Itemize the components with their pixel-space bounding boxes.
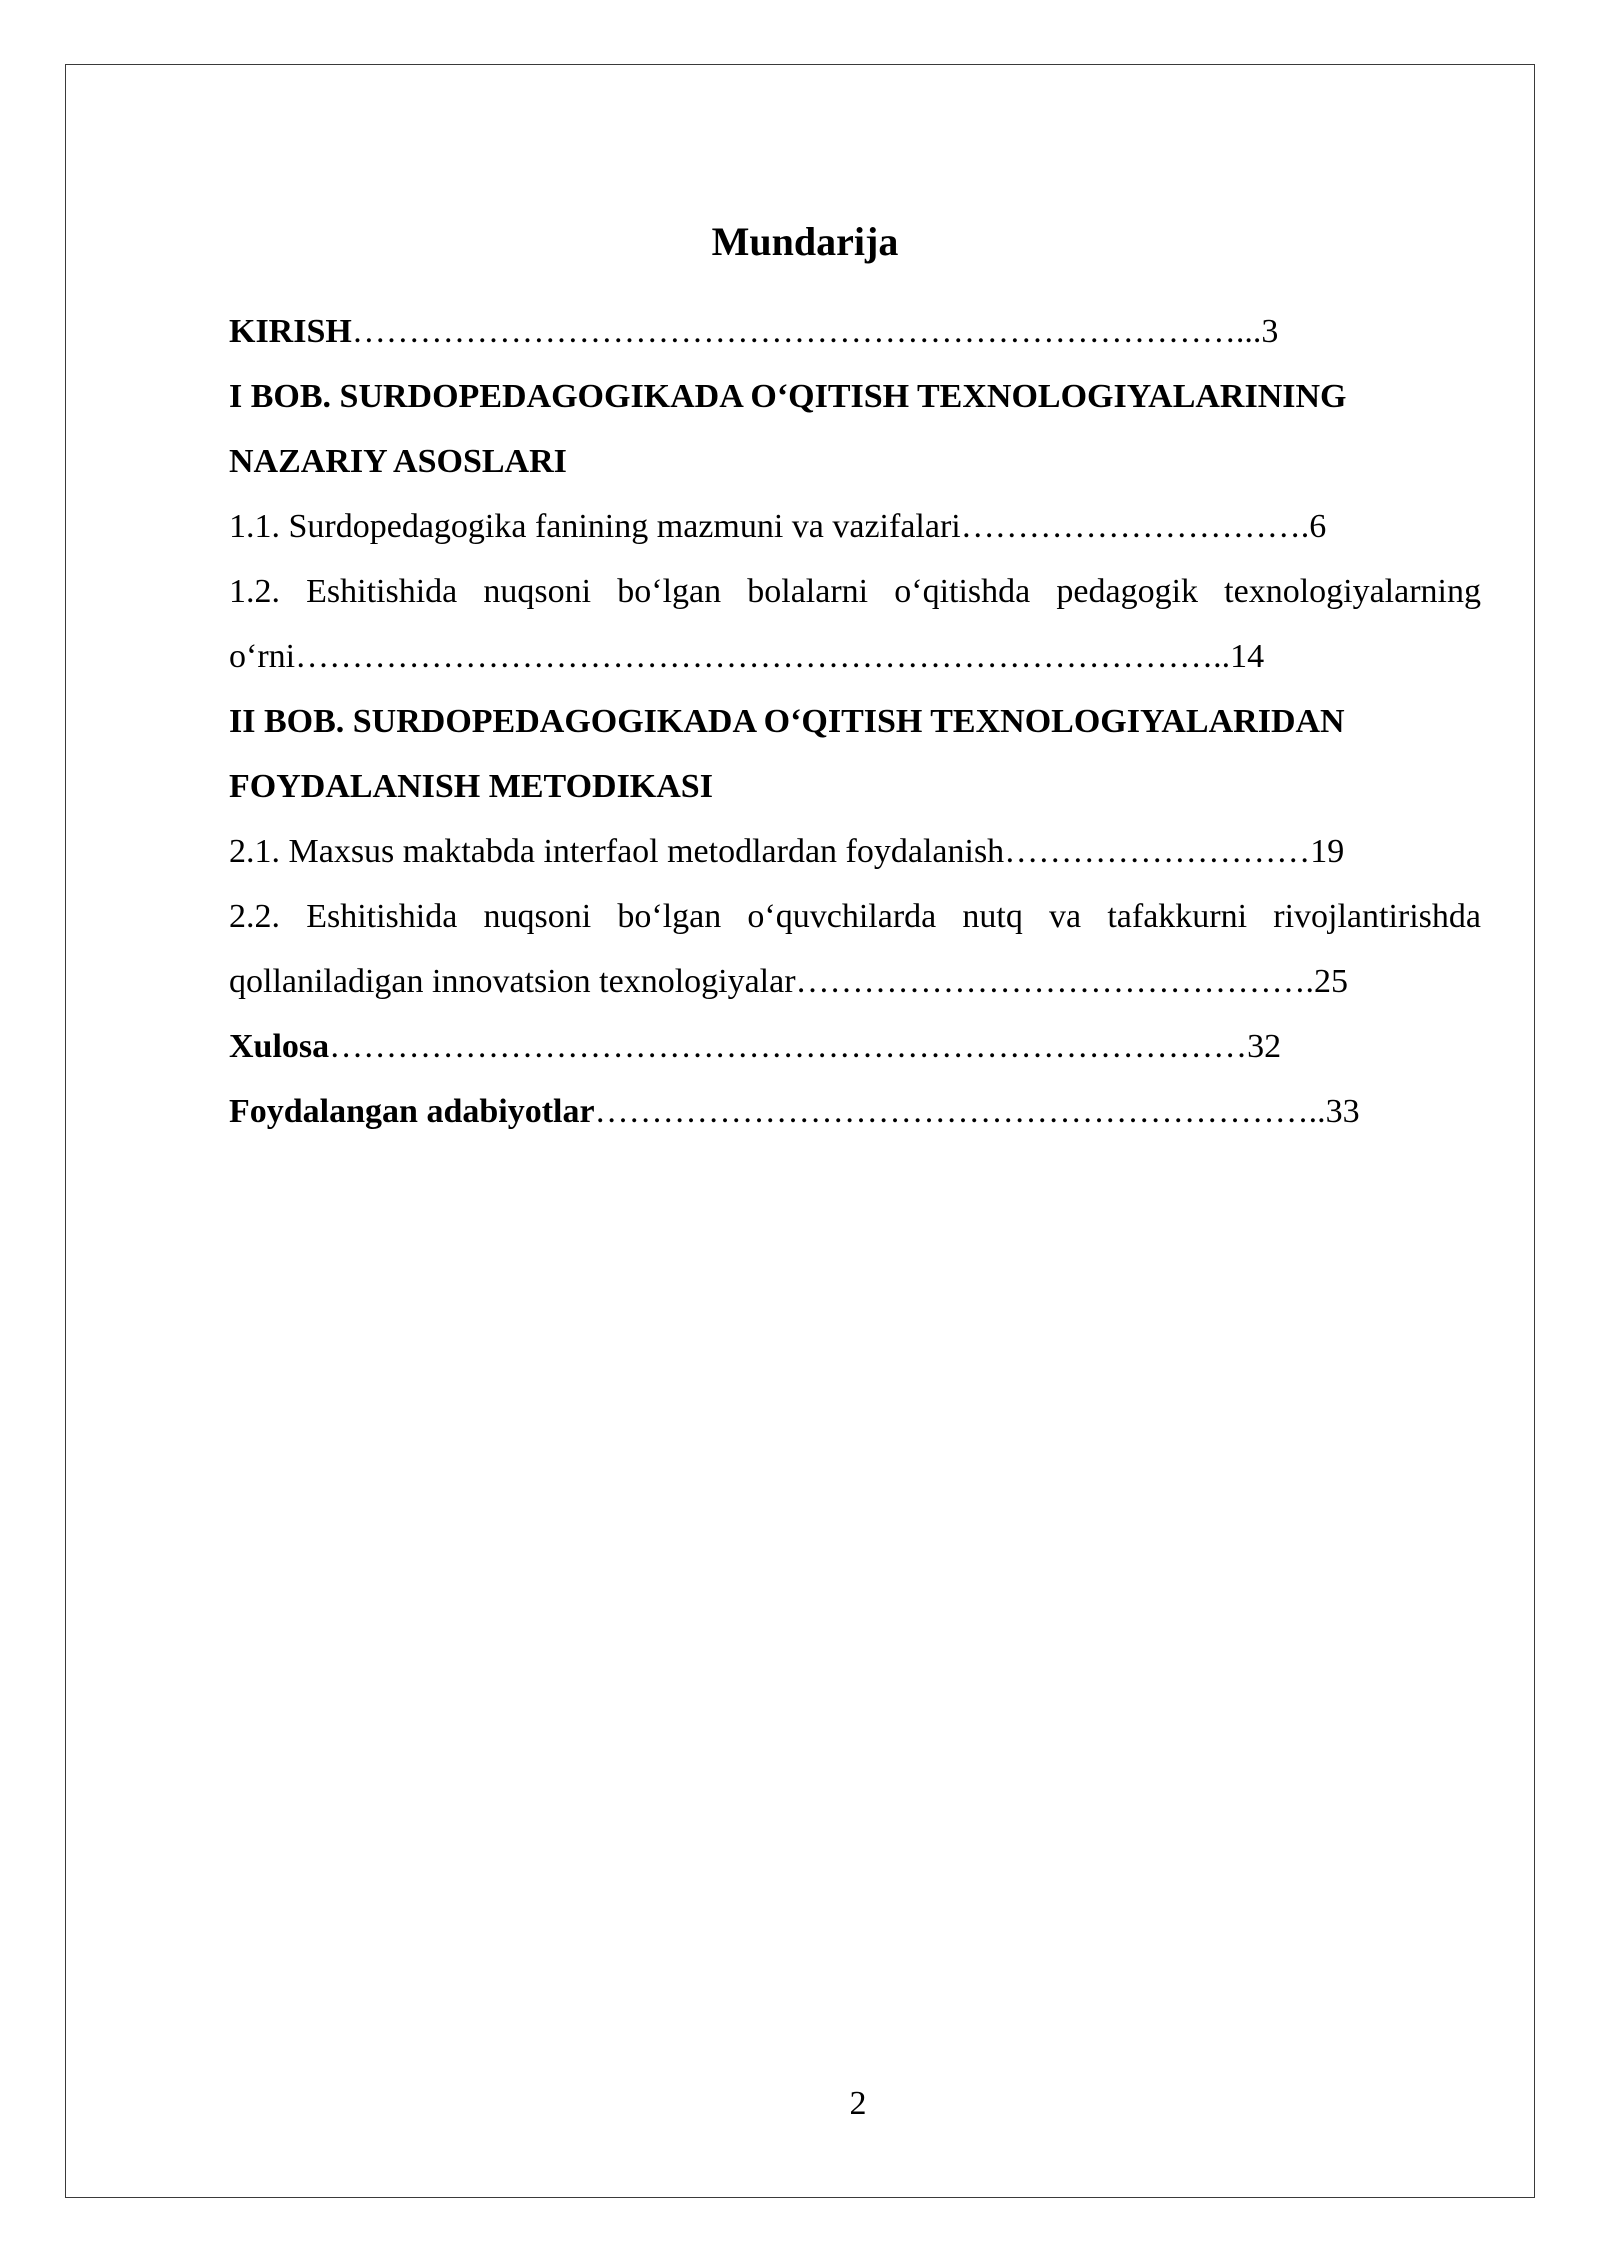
toc-chapter-1-line-1[interactable]: I BOB. SURDOPEDAGOGIKADA O‘QITISH TEXNOLOGIYALARINING	[229, 378, 1347, 415]
toc-page-number: 33	[1325, 1093, 1360, 1130]
toc-entry-1-2-line-1[interactable]: 1.2. Eshitishida nuqsoni bo‘lgan bolalarni o‘qitishda pedagogik texnologiyalarning	[229, 573, 1481, 610]
toc-entry-2-2-line-1[interactable]: 2.2. Eshitishida nuqsoni bo‘lgan o‘quvchilarda nutq va tafakkurni rivojlantirishda	[229, 898, 1481, 935]
toc-entry-2-2-line-2[interactable]	[229, 949, 1481, 1014]
toc-page-number: 3	[1261, 313, 1279, 350]
toc-page-number: 19	[1310, 833, 1345, 870]
toc-title: Mundarija	[711, 219, 899, 264]
toc-entry-xulosa[interactable]	[229, 1014, 1481, 1079]
toc-entry-text: 1.1. Surdopedagogika fanining mazmuni va vazifalari	[229, 508, 961, 545]
table-of-contents	[229, 299, 1481, 1144]
toc-dot-leader: ……………………………………………………………………...	[351, 313, 1262, 350]
toc-page-number: 25	[1314, 963, 1349, 1000]
toc-dot-leader: ……………………………………….	[795, 963, 1315, 1000]
toc-page-number: 6	[1309, 508, 1327, 545]
toc-entry-2-1[interactable]	[229, 819, 1481, 884]
toc-chapter-2-line-1[interactable]: II BOB. SURDOPEDAGOGIKADA O‘QITISH TEXNOLOGIYALARIDAN	[229, 703, 1345, 740]
toc-chapter-1-line-2[interactable]: NAZARIY ASOSLARI	[229, 443, 567, 480]
toc-entry-text: Xulosa	[229, 1028, 330, 1065]
toc-dot-leader: ………………………………………………………..	[594, 1093, 1326, 1130]
toc-dot-leader: ………………………………………………………………………..	[295, 638, 1231, 675]
page-number: 2	[849, 2085, 867, 2122]
toc-dot-leader: ………………………….	[960, 508, 1310, 545]
toc-entry-text: 2.1. Maxsus maktabda interfaol metodlardan foydalanish	[229, 833, 1005, 870]
toc-dot-leader: ………………………………………………………………………	[329, 1028, 1248, 1065]
toc-entry-1-2-line-2[interactable]	[229, 624, 1481, 689]
toc-page-number: 32	[1247, 1028, 1282, 1065]
toc-dot-leader: ………………………	[1004, 833, 1311, 870]
toc-chapter-2-line-2[interactable]: FOYDALANISH METODIKASI	[229, 768, 713, 805]
toc-page-number: 14	[1230, 638, 1265, 675]
toc-entry-text: qollaniladigan innovatsion texnologiyalar	[229, 963, 796, 1000]
toc-entry-text: Foydalangan adabiyotlar	[229, 1093, 595, 1130]
toc-entry-1-1[interactable]	[229, 494, 1481, 559]
toc-entry-kirish[interactable]	[229, 299, 1481, 364]
toc-entry-adabiyotlar[interactable]	[229, 1079, 1481, 1144]
toc-entry-text: KIRISH	[229, 313, 352, 350]
toc-entry-text: o‘rni	[229, 638, 296, 675]
